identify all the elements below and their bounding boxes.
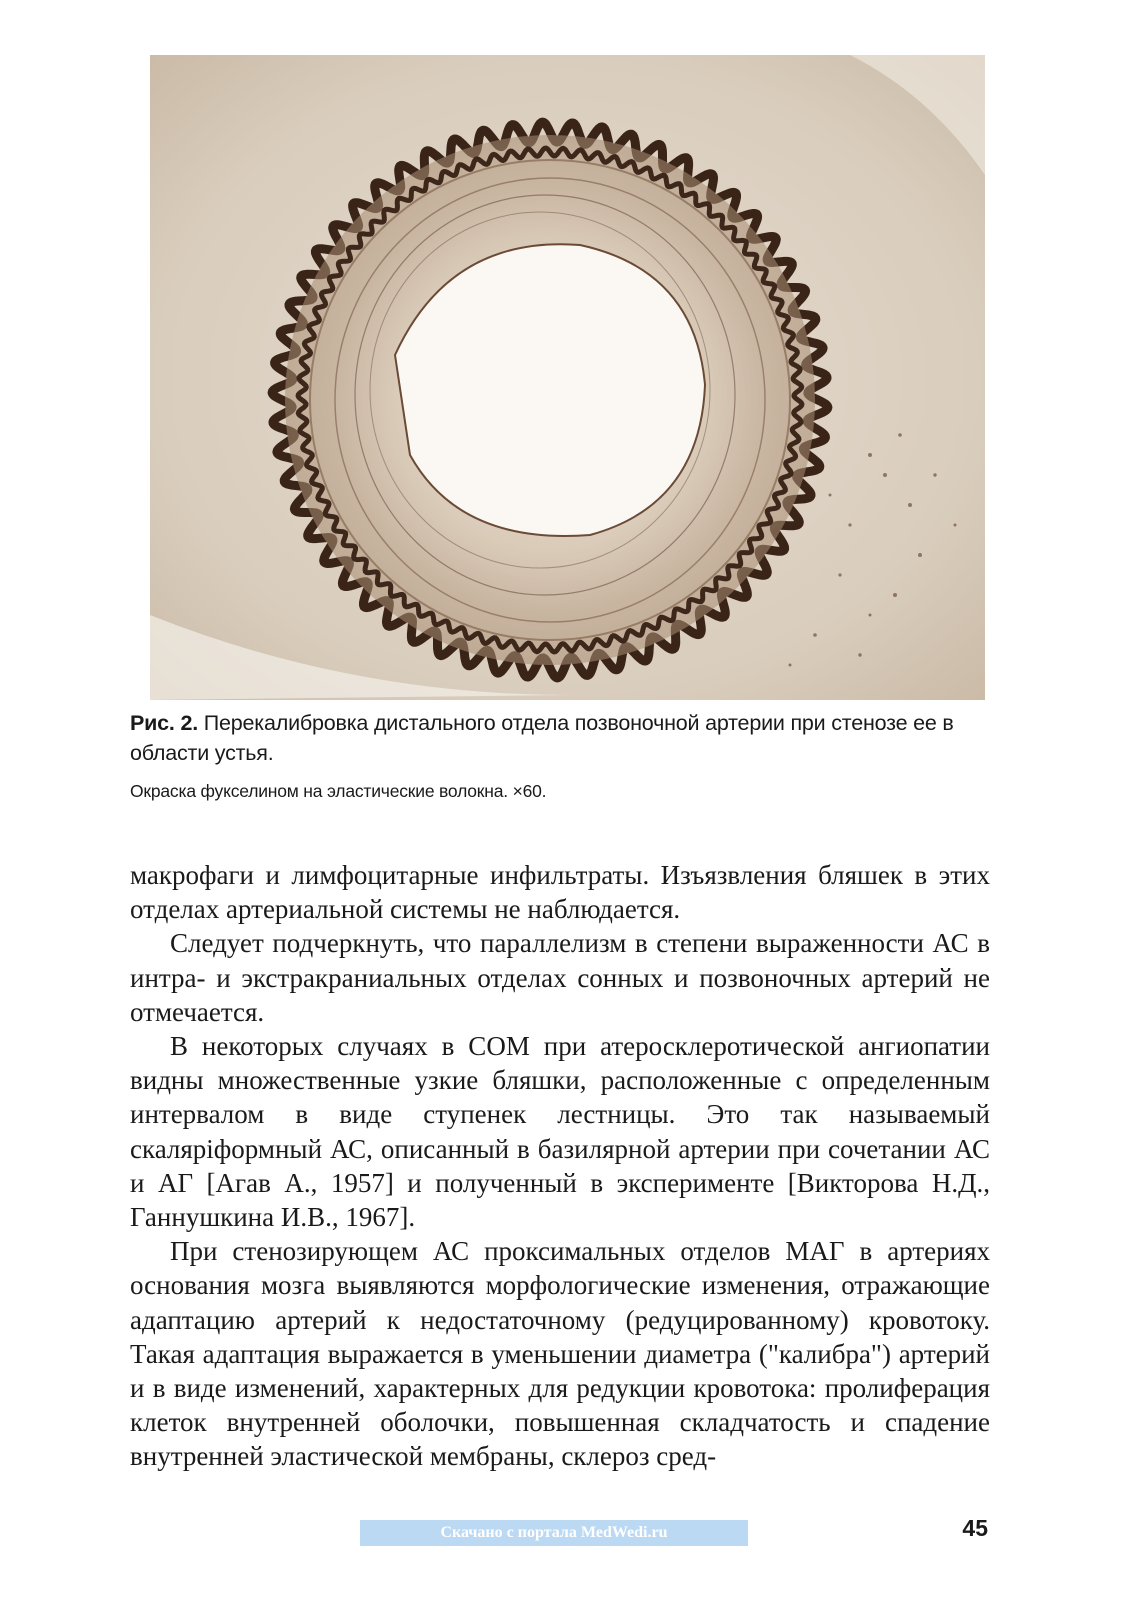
paragraph-1: макрофаги и лимфоцитарные инфильтраты. Изъязвления бляшек в этих отделах артериальной системы не наблюдается. — [130, 860, 990, 925]
paragraph-3: В некоторых случаях в СОМ при атеросклеротической ангиопатии видны множественные узкие бляшки, расположенные с определенным интервалом в виде ступенек лестницы. Это так называемый скалярiформный АС, описанный в базилярной артерии при сочетании АС и АГ [Агав А., 1957] и полученный в эксперименте [Викторова Н.Д., Ганнушкина И.В., 1967]. — [130, 1031, 990, 1233]
figure-title: Перекалибровка дистального отдела позвоночной артерии при стенозе ее в области устья. — [130, 711, 954, 765]
caption-main — [130, 708, 1000, 768]
figure-image — [150, 55, 985, 700]
paragraph-4: При стенозирующем АС проксимальных отделов МАГ в артериях основания мозга выявляются морфологические изменения, отражающие адаптацию артерий к недостаточному (редуцированному) кровотоку. Такая адаптация выражается в уменьшении диаметра ("калибра") артерий и в виде изменений, характерных для редукции кровотока: пролиферация клеток внутренней оболочки, повышенная складчатость и спадение внутренней эластической мембраны, склероз сред- — [130, 1236, 990, 1472]
figure-caption — [130, 708, 1000, 804]
figure-note: Окраска фукселином на эластические волокна. ×60. — [130, 781, 547, 801]
figure-label: Рис. 2. — [130, 711, 198, 735]
paragraph-2: Следует подчеркнуть, что параллелизм в степени выраженности АС в интра- и экстракраниальных отделах сонных и позвоночных артерий не отмечается. — [130, 928, 990, 1027]
lumen — [395, 244, 705, 536]
body-text — [130, 858, 990, 1474]
watermark: Скачано с портала MedWedi.ru — [360, 1520, 748, 1546]
artery-micrograph — [150, 55, 985, 700]
page-number: 45 — [962, 1515, 988, 1541]
